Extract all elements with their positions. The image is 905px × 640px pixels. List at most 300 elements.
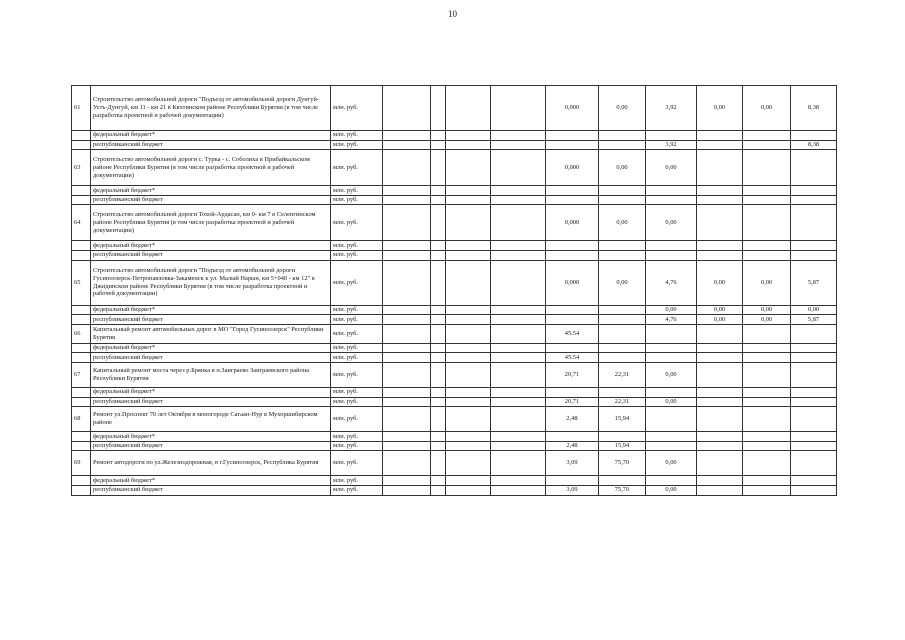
value-cell bbox=[446, 250, 491, 260]
value-cell bbox=[599, 195, 646, 205]
value-cell bbox=[599, 250, 646, 260]
row-number bbox=[72, 476, 91, 486]
value-cell bbox=[431, 343, 446, 353]
row-unit: млн. руб. bbox=[331, 140, 383, 150]
value-cell bbox=[646, 195, 697, 205]
row-label: Строительство автомобильной дороги "Подъезд от автомобильной дороги Гусиноозерск-Петропавловка-Закаменск к ул. Малый Нарын, км 5+040 - км 12" в Джидинском районе Республики Бурятия (в том числе разработка проектной и рабочей документации) bbox=[91, 260, 331, 305]
row-label: федеральный бюджет* bbox=[91, 241, 331, 251]
value-cell bbox=[446, 397, 491, 407]
row-label: Капитальный ремонт моста через р.Брянка в п.Заиграево Заиграевского района Республики Бурятия bbox=[91, 362, 331, 387]
value-cell bbox=[646, 387, 697, 397]
value-cell bbox=[383, 131, 431, 141]
value-cell bbox=[431, 485, 446, 495]
value-cell bbox=[446, 432, 491, 442]
value-cell bbox=[743, 476, 791, 486]
value-cell bbox=[491, 324, 546, 343]
value-cell bbox=[446, 241, 491, 251]
row-label: федеральный бюджет* bbox=[91, 305, 331, 315]
value-cell bbox=[599, 241, 646, 251]
budget-table bbox=[71, 85, 837, 496]
value-cell bbox=[431, 353, 446, 363]
value-cell bbox=[383, 441, 431, 451]
table-row bbox=[72, 407, 837, 432]
value-cell bbox=[599, 353, 646, 363]
value-cell bbox=[743, 397, 791, 407]
value-cell bbox=[383, 362, 431, 387]
value-cell bbox=[743, 250, 791, 260]
row-label: Ремонт ул.Проспект 70 лет Октября в моногороде Сагаан-Нур в Мухоршибирском районе bbox=[91, 407, 331, 432]
value-cell bbox=[599, 140, 646, 150]
row-label: республиканский бюджет bbox=[91, 315, 331, 325]
value-cell bbox=[646, 250, 697, 260]
value-cell bbox=[491, 150, 546, 186]
row-unit: млн. руб. bbox=[331, 441, 383, 451]
value-cell bbox=[791, 150, 837, 186]
row-unit: млн. руб. bbox=[331, 250, 383, 260]
row-number bbox=[72, 140, 91, 150]
row-label: республиканский бюджет bbox=[91, 195, 331, 205]
row-label: федеральный бюджет* bbox=[91, 343, 331, 353]
value-cell: 0,000 bbox=[546, 150, 599, 186]
row-unit: млн. руб. bbox=[331, 205, 383, 241]
value-cell bbox=[383, 353, 431, 363]
value-cell bbox=[697, 150, 743, 186]
table-subrow bbox=[72, 441, 837, 451]
value-cell bbox=[446, 86, 491, 131]
value-cell bbox=[491, 131, 546, 141]
row-number bbox=[72, 397, 91, 407]
row-unit: млн. руб. bbox=[331, 241, 383, 251]
row-unit: млн. руб. bbox=[331, 397, 383, 407]
value-cell bbox=[646, 441, 697, 451]
value-cell: 22,31 bbox=[599, 397, 646, 407]
value-cell bbox=[697, 140, 743, 150]
row-number bbox=[72, 195, 91, 205]
value-cell: 75,70 bbox=[599, 485, 646, 495]
table-subrow bbox=[72, 241, 837, 251]
value-cell: 75,70 bbox=[599, 451, 646, 476]
value-cell bbox=[491, 140, 546, 150]
row-unit: млн. руб. bbox=[331, 150, 383, 186]
value-cell bbox=[791, 186, 837, 196]
row-label: федеральный бюджет* bbox=[91, 186, 331, 196]
value-cell bbox=[383, 315, 431, 325]
value-cell: 0,00 bbox=[646, 485, 697, 495]
value-cell bbox=[599, 432, 646, 442]
value-cell bbox=[491, 353, 546, 363]
row-number: 63 bbox=[72, 150, 91, 186]
value-cell bbox=[546, 315, 599, 325]
row-number bbox=[72, 250, 91, 260]
value-cell bbox=[446, 343, 491, 353]
value-cell bbox=[546, 250, 599, 260]
value-cell bbox=[697, 476, 743, 486]
value-cell bbox=[697, 485, 743, 495]
row-number bbox=[72, 441, 91, 451]
value-cell bbox=[697, 205, 743, 241]
value-cell bbox=[791, 432, 837, 442]
row-label: федеральный бюджет* bbox=[91, 131, 331, 141]
value-cell: 0,00 bbox=[743, 260, 791, 305]
value-cell: 15,94 bbox=[599, 407, 646, 432]
value-cell bbox=[431, 441, 446, 451]
row-label: республиканский бюджет bbox=[91, 140, 331, 150]
value-cell bbox=[697, 432, 743, 442]
row-label: республиканский бюджет bbox=[91, 441, 331, 451]
value-cell bbox=[431, 150, 446, 186]
value-cell bbox=[431, 131, 446, 141]
value-cell: 2,48 bbox=[546, 441, 599, 451]
row-number bbox=[72, 485, 91, 495]
value-cell bbox=[491, 195, 546, 205]
value-cell: 0,00 bbox=[697, 86, 743, 131]
value-cell bbox=[599, 324, 646, 343]
value-cell bbox=[491, 241, 546, 251]
value-cell bbox=[383, 140, 431, 150]
value-cell bbox=[446, 324, 491, 343]
row-number: 69 bbox=[72, 451, 91, 476]
value-cell bbox=[446, 305, 491, 315]
value-cell bbox=[431, 362, 446, 387]
value-cell bbox=[383, 387, 431, 397]
value-cell bbox=[743, 485, 791, 495]
value-cell bbox=[743, 343, 791, 353]
value-cell bbox=[446, 476, 491, 486]
row-unit: млн. руб. bbox=[331, 343, 383, 353]
value-cell bbox=[791, 362, 837, 387]
value-cell bbox=[743, 140, 791, 150]
value-cell bbox=[383, 476, 431, 486]
value-cell bbox=[383, 250, 431, 260]
row-unit: млн. руб. bbox=[331, 407, 383, 432]
row-label: республиканский бюджет bbox=[91, 397, 331, 407]
value-cell bbox=[791, 131, 837, 141]
row-number: 67 bbox=[72, 362, 91, 387]
value-cell bbox=[646, 324, 697, 343]
value-cell bbox=[546, 195, 599, 205]
value-cell bbox=[383, 343, 431, 353]
value-cell bbox=[743, 205, 791, 241]
table-subrow bbox=[72, 250, 837, 260]
value-cell bbox=[491, 305, 546, 315]
row-number bbox=[72, 343, 91, 353]
row-unit: млн. руб. bbox=[331, 195, 383, 205]
value-cell bbox=[791, 476, 837, 486]
table-subrow bbox=[72, 186, 837, 196]
value-cell bbox=[446, 353, 491, 363]
table-row bbox=[72, 86, 837, 131]
value-cell bbox=[491, 315, 546, 325]
row-unit: млн. руб. bbox=[331, 387, 383, 397]
value-cell bbox=[491, 86, 546, 131]
value-cell bbox=[446, 205, 491, 241]
row-number: 61 bbox=[72, 86, 91, 131]
value-cell bbox=[383, 150, 431, 186]
value-cell bbox=[383, 205, 431, 241]
row-label: республиканский бюджет bbox=[91, 485, 331, 495]
table-subrow bbox=[72, 315, 837, 325]
table-row bbox=[72, 451, 837, 476]
value-cell: 0,00 bbox=[646, 397, 697, 407]
value-cell: 3,09 bbox=[546, 485, 599, 495]
value-cell bbox=[491, 451, 546, 476]
value-cell: 0,00 bbox=[743, 315, 791, 325]
value-cell bbox=[431, 195, 446, 205]
row-label: республиканский бюджет bbox=[91, 250, 331, 260]
value-cell bbox=[383, 260, 431, 305]
value-cell bbox=[491, 250, 546, 260]
budget-table-body bbox=[72, 86, 837, 496]
value-cell bbox=[431, 186, 446, 196]
value-cell: 20,71 bbox=[546, 397, 599, 407]
value-cell bbox=[383, 195, 431, 205]
value-cell bbox=[431, 260, 446, 305]
value-cell: 15,94 bbox=[599, 441, 646, 451]
table-subrow bbox=[72, 397, 837, 407]
value-cell bbox=[599, 186, 646, 196]
value-cell: 4,76 bbox=[646, 315, 697, 325]
value-cell bbox=[431, 324, 446, 343]
value-cell bbox=[491, 186, 546, 196]
value-cell: 0,00 bbox=[599, 150, 646, 186]
value-cell bbox=[743, 131, 791, 141]
value-cell bbox=[743, 241, 791, 251]
value-cell bbox=[546, 387, 599, 397]
value-cell bbox=[491, 485, 546, 495]
value-cell bbox=[697, 397, 743, 407]
value-cell bbox=[431, 397, 446, 407]
value-cell bbox=[599, 305, 646, 315]
value-cell bbox=[491, 387, 546, 397]
value-cell bbox=[446, 260, 491, 305]
value-cell bbox=[791, 205, 837, 241]
value-cell bbox=[697, 186, 743, 196]
table-row bbox=[72, 362, 837, 387]
value-cell bbox=[697, 362, 743, 387]
value-cell: 8,38 bbox=[791, 140, 837, 150]
value-cell bbox=[491, 432, 546, 442]
value-cell bbox=[431, 387, 446, 397]
value-cell bbox=[599, 343, 646, 353]
value-cell bbox=[791, 407, 837, 432]
value-cell bbox=[791, 387, 837, 397]
value-cell bbox=[646, 432, 697, 442]
value-cell: 0,00 bbox=[791, 305, 837, 315]
value-cell: 22,31 bbox=[599, 362, 646, 387]
value-cell: 3,09 bbox=[546, 451, 599, 476]
value-cell bbox=[431, 451, 446, 476]
row-number: 65 bbox=[72, 260, 91, 305]
value-cell: 0,000 bbox=[546, 205, 599, 241]
value-cell: 0,00 bbox=[697, 305, 743, 315]
table-subrow bbox=[72, 305, 837, 315]
value-cell: 3,92 bbox=[646, 140, 697, 150]
value-cell bbox=[791, 441, 837, 451]
value-cell: 0,00 bbox=[697, 315, 743, 325]
row-label: федеральный бюджет* bbox=[91, 476, 331, 486]
value-cell bbox=[491, 362, 546, 387]
value-cell bbox=[446, 150, 491, 186]
value-cell bbox=[383, 397, 431, 407]
row-unit: млн. руб. bbox=[331, 432, 383, 442]
row-label: Строительство автомобильной дороги Тохой-Ардасан, км 0- км 7 в Селенгинском районе Республики Бурятия (в том числе разработка проектной и рабочей документации) bbox=[91, 205, 331, 241]
value-cell: 5,87 bbox=[791, 260, 837, 305]
value-cell bbox=[383, 432, 431, 442]
value-cell: 4,76 bbox=[646, 260, 697, 305]
value-cell bbox=[431, 305, 446, 315]
table-subrow bbox=[72, 387, 837, 397]
value-cell bbox=[383, 324, 431, 343]
table-subrow bbox=[72, 131, 837, 141]
value-cell bbox=[383, 241, 431, 251]
value-cell bbox=[446, 407, 491, 432]
value-cell bbox=[791, 241, 837, 251]
value-cell bbox=[697, 131, 743, 141]
row-unit: млн. руб. bbox=[331, 86, 383, 131]
value-cell bbox=[446, 485, 491, 495]
table-subrow bbox=[72, 140, 837, 150]
row-number bbox=[72, 131, 91, 141]
value-cell: 0,000 bbox=[546, 260, 599, 305]
table-row bbox=[72, 205, 837, 241]
value-cell bbox=[491, 441, 546, 451]
table-subrow bbox=[72, 476, 837, 486]
value-cell bbox=[446, 140, 491, 150]
table-row bbox=[72, 324, 837, 343]
value-cell bbox=[791, 195, 837, 205]
value-cell bbox=[383, 305, 431, 315]
value-cell: 0,00 bbox=[646, 205, 697, 241]
value-cell bbox=[491, 260, 546, 305]
value-cell bbox=[431, 241, 446, 251]
value-cell bbox=[431, 432, 446, 442]
value-cell bbox=[697, 451, 743, 476]
value-cell bbox=[546, 140, 599, 150]
value-cell: 0,00 bbox=[599, 260, 646, 305]
value-cell bbox=[697, 250, 743, 260]
value-cell bbox=[431, 140, 446, 150]
row-unit: млн. руб. bbox=[331, 476, 383, 486]
value-cell: 0,00 bbox=[646, 451, 697, 476]
row-unit: млн. руб. bbox=[331, 324, 383, 343]
value-cell bbox=[491, 407, 546, 432]
value-cell bbox=[383, 186, 431, 196]
row-unit: млн. руб. bbox=[331, 353, 383, 363]
row-unit: млн. руб. bbox=[331, 315, 383, 325]
value-cell bbox=[383, 451, 431, 476]
value-cell bbox=[743, 432, 791, 442]
value-cell bbox=[431, 407, 446, 432]
value-cell bbox=[791, 485, 837, 495]
row-number: 64 bbox=[72, 205, 91, 241]
value-cell bbox=[791, 397, 837, 407]
value-cell: 45.54 bbox=[546, 353, 599, 363]
row-label: федеральный бюджет* bbox=[91, 387, 331, 397]
row-number bbox=[72, 353, 91, 363]
table-subrow bbox=[72, 432, 837, 442]
value-cell bbox=[431, 250, 446, 260]
row-unit: млн. руб. bbox=[331, 362, 383, 387]
value-cell bbox=[599, 131, 646, 141]
value-cell bbox=[697, 241, 743, 251]
value-cell bbox=[697, 441, 743, 451]
value-cell bbox=[791, 324, 837, 343]
value-cell: 0,00 bbox=[743, 305, 791, 315]
value-cell bbox=[383, 407, 431, 432]
value-cell: 2,48 bbox=[546, 407, 599, 432]
value-cell bbox=[599, 315, 646, 325]
value-cell bbox=[546, 305, 599, 315]
value-cell bbox=[599, 476, 646, 486]
value-cell bbox=[599, 387, 646, 397]
value-cell bbox=[791, 353, 837, 363]
value-cell bbox=[383, 485, 431, 495]
value-cell bbox=[697, 353, 743, 363]
row-unit: млн. руб. bbox=[331, 186, 383, 196]
value-cell bbox=[431, 205, 446, 241]
value-cell bbox=[646, 476, 697, 486]
value-cell: 8,38 bbox=[791, 86, 837, 131]
value-cell bbox=[446, 186, 491, 196]
value-cell bbox=[743, 186, 791, 196]
value-cell bbox=[697, 195, 743, 205]
row-label: республиканский бюджет bbox=[91, 353, 331, 363]
value-cell: 0,000 bbox=[546, 86, 599, 131]
value-cell bbox=[743, 195, 791, 205]
value-cell: 3,92 bbox=[646, 86, 697, 131]
value-cell bbox=[743, 387, 791, 397]
row-label: федеральный бюджет* bbox=[91, 432, 331, 442]
value-cell bbox=[697, 387, 743, 397]
value-cell: 0,00 bbox=[646, 150, 697, 186]
value-cell bbox=[446, 451, 491, 476]
value-cell bbox=[491, 205, 546, 241]
value-cell bbox=[646, 241, 697, 251]
value-cell: 0,00 bbox=[599, 205, 646, 241]
row-number bbox=[72, 305, 91, 315]
value-cell bbox=[646, 343, 697, 353]
value-cell bbox=[383, 86, 431, 131]
value-cell bbox=[546, 432, 599, 442]
value-cell bbox=[743, 353, 791, 363]
row-number: 68 bbox=[72, 407, 91, 432]
value-cell bbox=[546, 131, 599, 141]
value-cell bbox=[491, 397, 546, 407]
value-cell bbox=[646, 353, 697, 363]
value-cell bbox=[743, 451, 791, 476]
page-number: 10 bbox=[448, 9, 457, 19]
value-cell bbox=[791, 250, 837, 260]
value-cell bbox=[743, 324, 791, 343]
row-unit: млн. руб. bbox=[331, 485, 383, 495]
value-cell bbox=[446, 195, 491, 205]
value-cell: 20,71 bbox=[546, 362, 599, 387]
value-cell: 0,00 bbox=[646, 362, 697, 387]
value-cell bbox=[646, 186, 697, 196]
value-cell bbox=[446, 315, 491, 325]
value-cell: 0,00 bbox=[646, 305, 697, 315]
table-row bbox=[72, 260, 837, 305]
row-unit: млн. руб. bbox=[331, 305, 383, 315]
value-cell: 0,00 bbox=[697, 260, 743, 305]
row-unit: млн. руб. bbox=[331, 260, 383, 305]
row-number bbox=[72, 186, 91, 196]
row-number bbox=[72, 387, 91, 397]
value-cell bbox=[431, 315, 446, 325]
value-cell bbox=[546, 241, 599, 251]
value-cell bbox=[446, 387, 491, 397]
value-cell bbox=[743, 441, 791, 451]
